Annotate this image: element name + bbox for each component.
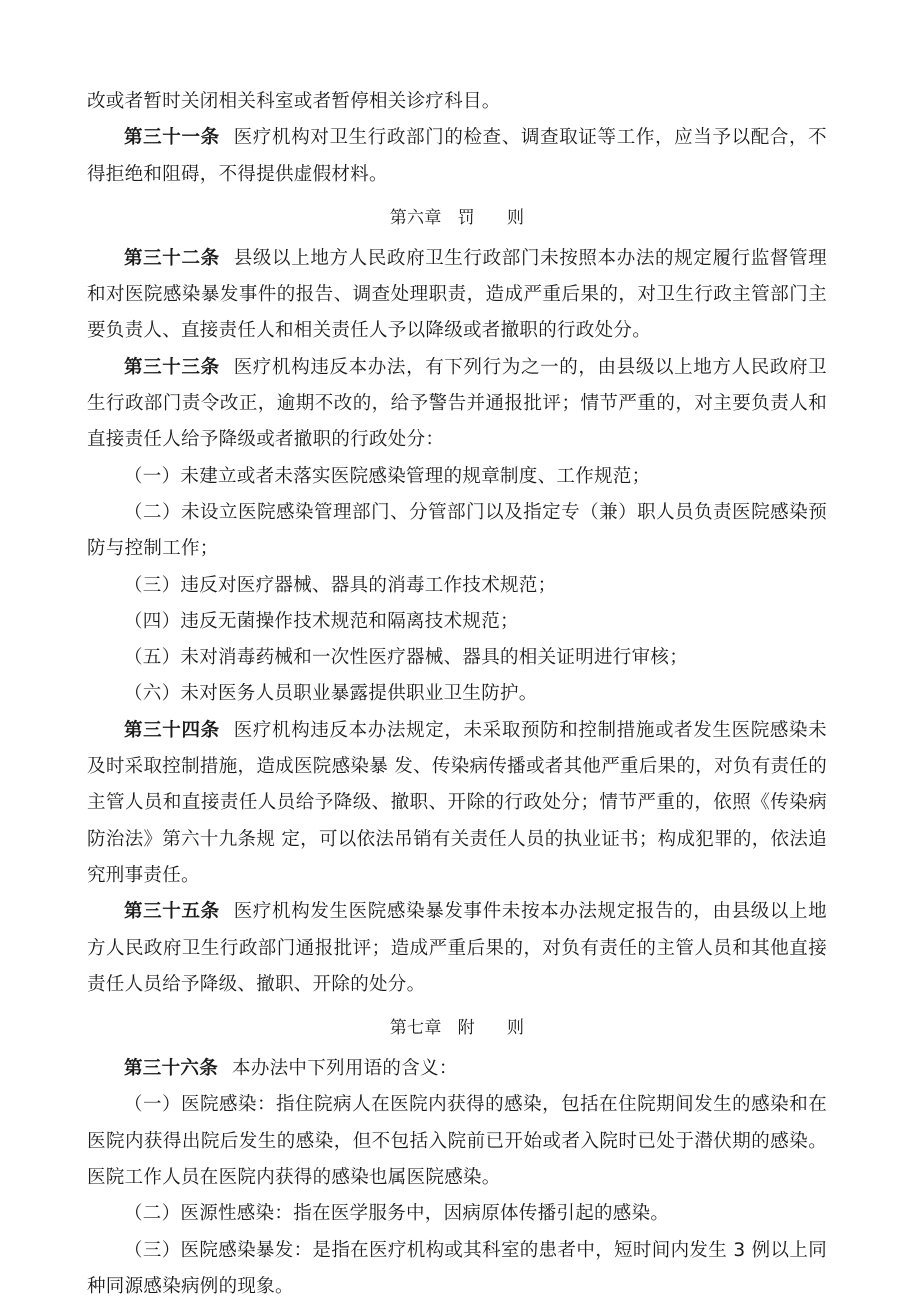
paragraph-continuation: 改或者暂时关闭相关科室或者暂停相关诊疗科目。 (87, 91, 501, 112)
chapter-label: 第七章 (389, 1018, 442, 1039)
article-33 (87, 350, 827, 459)
article-number: 第三十一条 (124, 127, 220, 149)
list-item: （一）医院感染：指住院病人在医院内获得的感染，包括在住院期间发生的感染和在医院内获得出院后发生的感染，但不包括入院前已开始或者入院时已处于潜伏期的感染。医院工作人员在医院内获得的感染也属医院感染。 (87, 1094, 827, 1189)
article-number: 第三十六条 (124, 1058, 219, 1080)
list-item: （一）未建立或者未落实医院感染管理的规章制度、工作规范； (124, 465, 651, 487)
list-item: （二）未设立医院感染管理部门、分管部门以及指定专（兼）职人员负责医院感染预防与控制工作； (87, 501, 827, 560)
list-item: （三）医院感染暴发：是指在医疗机构或其科室的患者中，短时间内发生 3 例以上同种同源感染病例的现象。 (87, 1239, 827, 1297)
list-item: （六）未对医务人员职业暴露提供职业卫生防护。 (124, 683, 538, 705)
chapter-title-part: 罚 (457, 207, 475, 228)
chapter-title-part: 则 (506, 1018, 525, 1039)
chapter-title-part: 附 (457, 1018, 475, 1039)
article-32 (87, 241, 827, 350)
list-item: （三）违反对医疗器械、器具的消毒工作技术规范； (124, 574, 557, 596)
list-item: （四）违反无菌操作技术规范和隔离技术规范； (124, 610, 519, 632)
list-item: （二）医源性感染：指在医学服务中，因病原体传播引起的感染。 (124, 1203, 670, 1225)
article-35 (87, 894, 827, 1003)
document-page (87, 84, 827, 1305)
article-text: 医疗机构违反本办法，有下列行为之一的，由县级以上地方人民政府卫生行政部门责令改正，逾期不改的，给予警告并通报批评；情节严重的，对主要负责人和直接责任人给予降级或者撤职的行政处分： (87, 356, 827, 451)
article-number: 第三十四条 (124, 719, 220, 741)
article-36 (87, 1051, 827, 1087)
chapter-7-heading (87, 1010, 827, 1046)
chapter-6-heading (87, 200, 827, 236)
article-text: 医疗机构违反本办法规定，未采取预防和控制措施或者发生医院感染未及时采取控制措施，造成医院感染暴 发、传染病传播或者其他严重后果的，对负有责任的主管人员和直接责任人员给予降级、撤职、开除的行政处分；情节严重的，依照《传染病防治法》第六十九条规 定，可以依法吊销有关责任人员的执业证书；构成犯罪的，依法追究刑事责任。 (87, 719, 827, 886)
article-text: 县级以上地方人民政府卫生行政部门未按照本办法的规定履行监督管理和对医院感染暴发事件的报告、调查处理职责，造成严重后果的，对卫生行政主管部门主要负责人、直接责任人和相关责任人予以降级或者撤职的行政处分。 (87, 247, 827, 342)
article-number: 第三十二条 (124, 247, 220, 269)
article-number: 第三十五条 (124, 901, 220, 923)
chapter-label: 第六章 (389, 207, 442, 228)
article-text: 医疗机构发生医院感染暴发事件未按本办法规定报告的，由县级以上地方人民政府卫生行政部门通报批评；造成严重后果的，对负有责任的主管人员和其他直接责任人员给予降级、撤职、开除的处分。 (87, 901, 827, 995)
article-text: 医疗机构对卫生行政部门的检查、调查取证等工作，应当予以配合，不得拒绝和阻碍，不得提供虚假材料。 (87, 127, 827, 185)
article-number: 第三十三条 (124, 356, 220, 378)
article-31 (87, 120, 827, 193)
article-text: 本办法中下列用语的含义： (232, 1058, 458, 1080)
article-34 (87, 713, 827, 894)
list-item: （五）未对消毒药械和一次性医疗器械、器具的相关证明进行审核； (124, 647, 689, 669)
chapter-title-part: 则 (506, 207, 525, 228)
